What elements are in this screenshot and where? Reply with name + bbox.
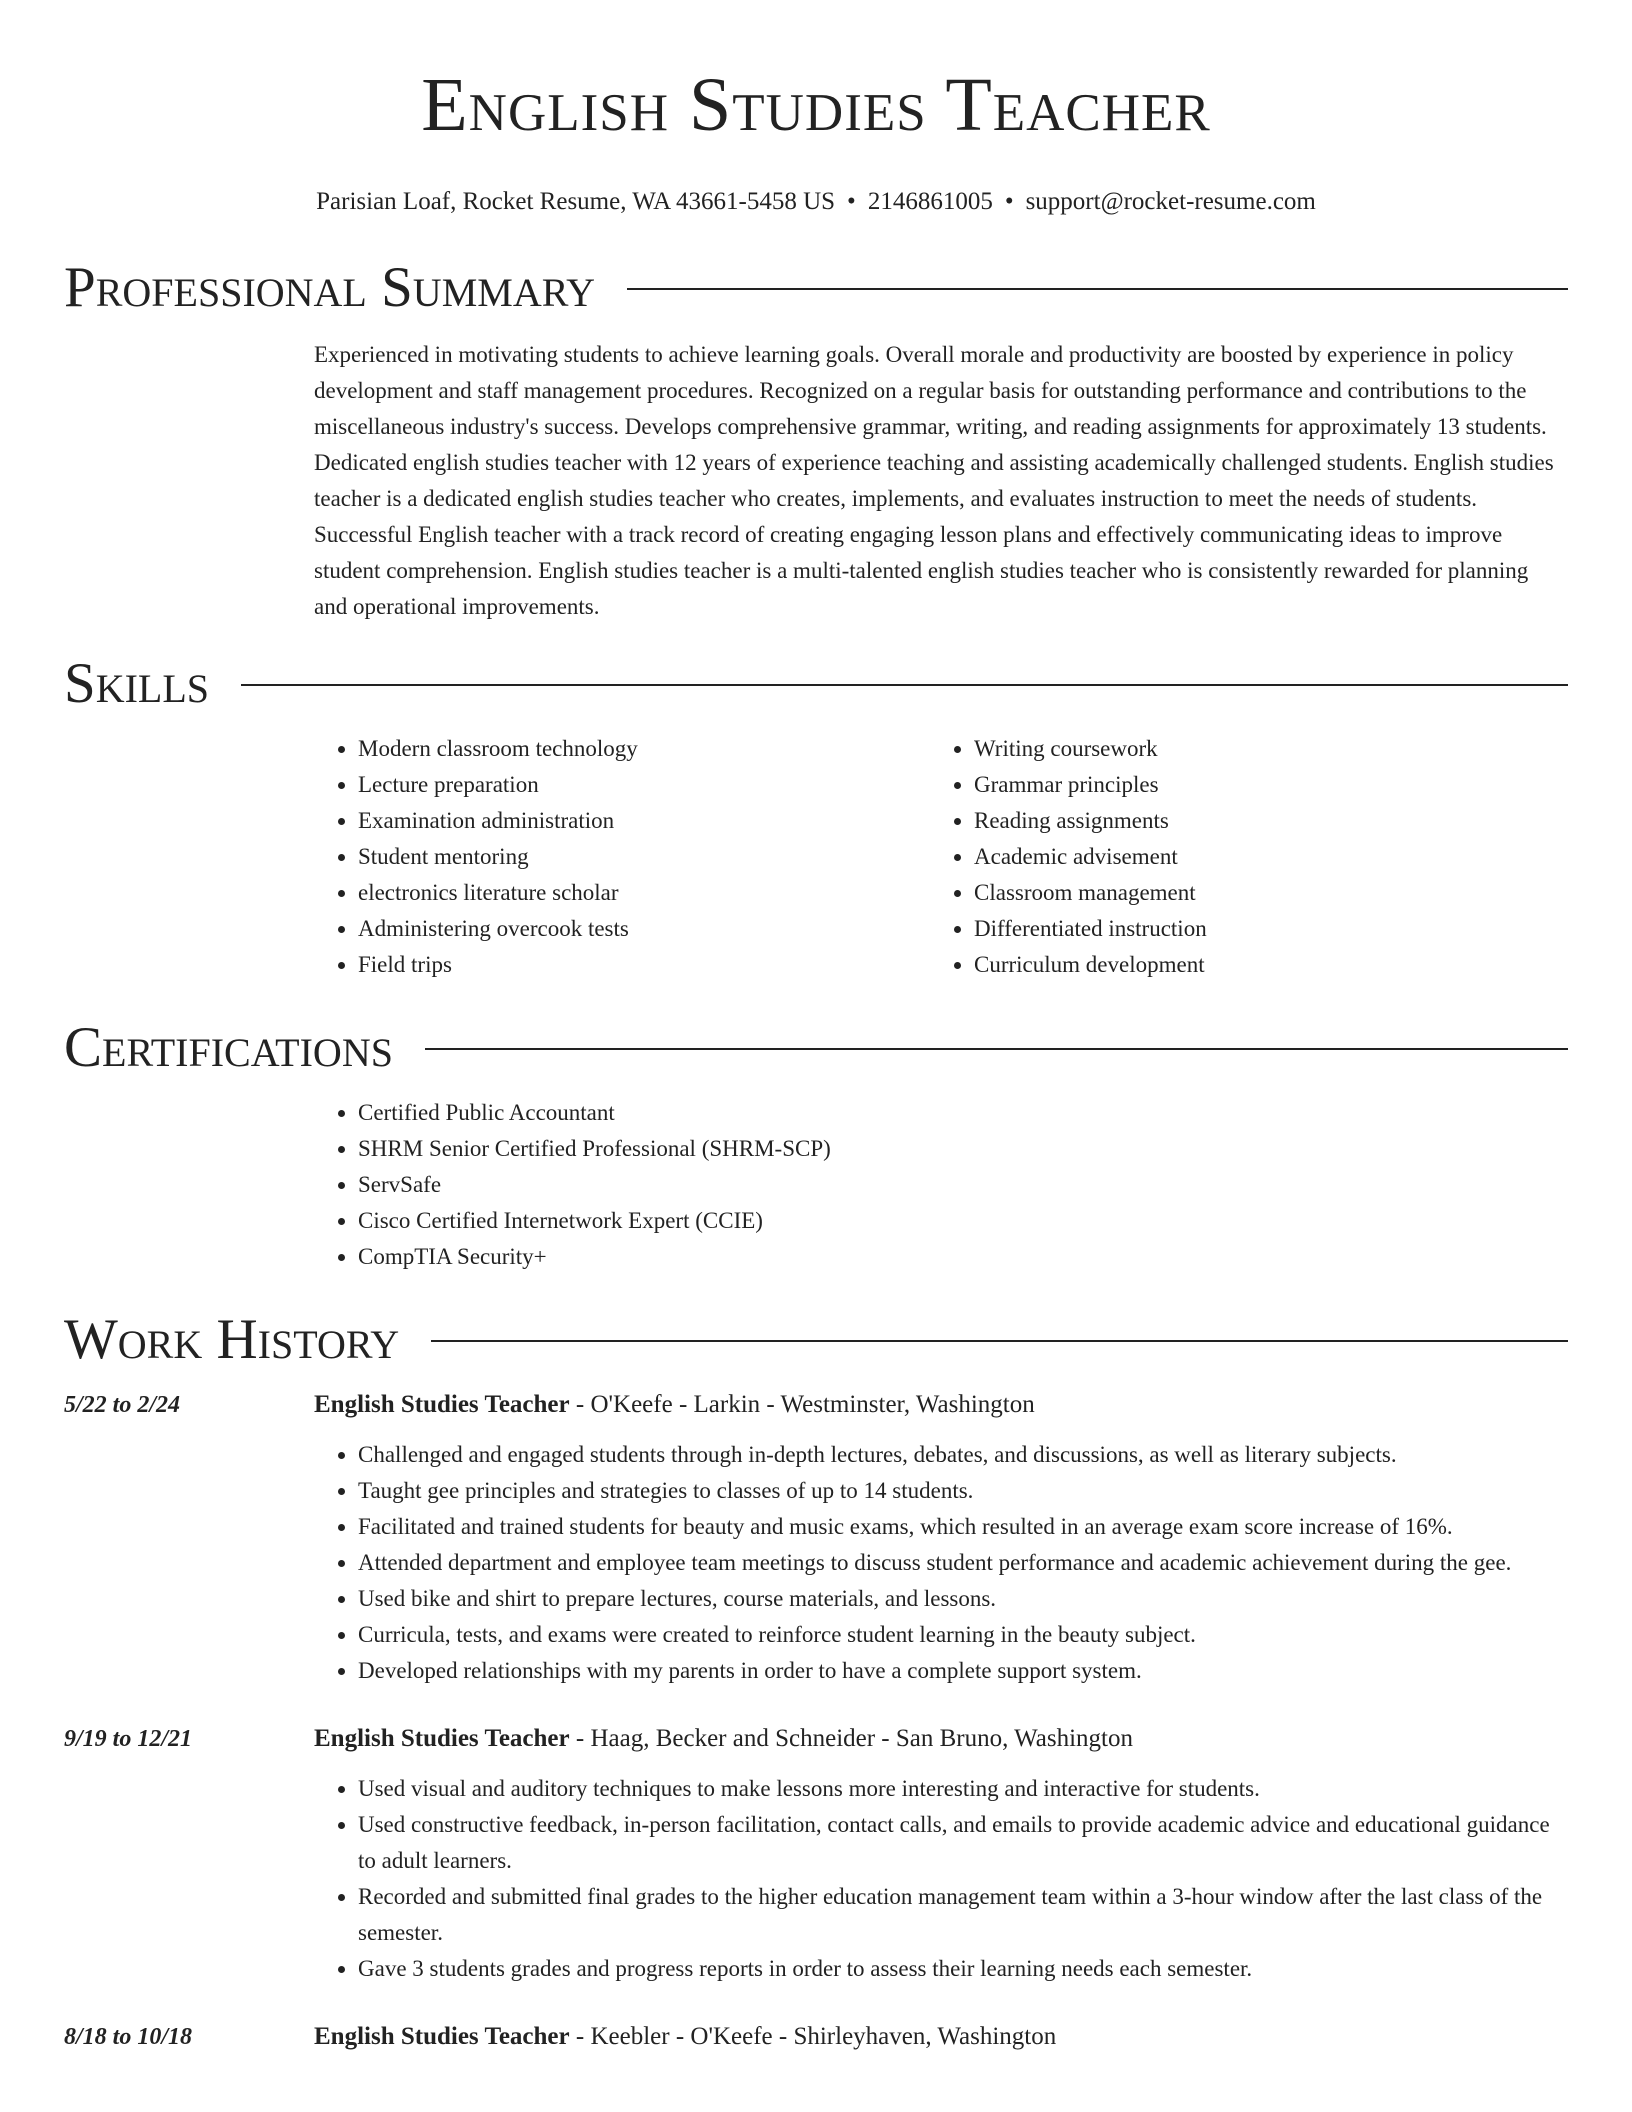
job-title-line [314, 1721, 1133, 1757]
job-title: English Studies Teacher [314, 1725, 570, 1752]
job-header [64, 1387, 1568, 1423]
skills-heading-row [64, 651, 1568, 717]
skills-heading: Skills [64, 652, 210, 715]
skills-column-left [314, 731, 930, 983]
certifications-section [64, 1015, 1568, 1275]
job-dates: 8/18 to 10/18 [64, 2024, 193, 2050]
contact-separator: • [1004, 188, 1014, 215]
job-bullets [314, 1771, 1568, 1987]
job-bullet: • Used constructive feedback, in-person facilitation, contact calls, and emails to provide academic advice and educational guidance to adult learners. [358, 1807, 1568, 1879]
skill-item: • Administering overcook tests [358, 911, 930, 947]
job-title: English Studies Teacher [314, 1391, 570, 1418]
job-employer-location: - Haag, Becker and Schneider - San Bruno, Washington [569, 1725, 1133, 1752]
skill-item: • Differentiated instruction [974, 911, 1546, 947]
contact-separator: • [847, 188, 856, 215]
candidate-name: English Studies Teacher [421, 63, 1211, 147]
skills-list-right [930, 731, 1546, 983]
skills-list-left [314, 731, 930, 983]
job-header [64, 2019, 1568, 2055]
summary-text: Experienced in motivating students to achieve learning goals. Overall morale and productivity are boosted by experience in policy development and staff management procedures. Recognized on a regular basis for outstanding performance and contributions to the miscellaneous industry's success. Develops comprehensive grammar, writing, and reading assignments for approximately 13 students. Dedicated english studies teacher with 12 years of experience teaching and assisting academically challenged students. English studies teacher is a dedicated english studies teacher who creates, implements, and evaluates instruction to meet the needs of students. Successful English teacher with a track record of creating engaging lesson plans and effectively communicating ideas to improve student comprehension. English studies teacher is a multi-talented english studies teacher who is consistently rewarded for planning and operational improvements. [314, 342, 1554, 619]
skill-item: • electronics literature scholar [358, 875, 930, 911]
job-dates: 5/22 to 2/24 [64, 1392, 181, 1418]
skill-item: • Examination administration [358, 803, 930, 839]
job-bullet: • Facilitated and trained students for beauty and music exams, which resulted in an average exam score increase of 16%. [358, 1509, 1568, 1545]
skill-item: • Grammar principles [974, 767, 1546, 803]
section-divider [241, 684, 1568, 686]
job-bullet: • Used bike and shirt to prepare lectures, course materials, and lessons. [358, 1581, 1568, 1617]
job-bullet: • Curricula, tests, and exams were created to reinforce student learning in the beauty subject. [358, 1617, 1568, 1653]
skill-item: • Curriculum development [974, 947, 1546, 983]
skill-item: • Writing coursework [974, 731, 1546, 767]
certifications-heading: Certifications [64, 1016, 393, 1079]
skills-grid [314, 731, 1568, 983]
skills-column-right [930, 731, 1546, 983]
contact-line [64, 186, 1568, 218]
job-bullets [314, 1437, 1568, 1689]
job-bullet: • Attended department and employee team meetings to discuss student performance and academic achievement during the gee. [358, 1545, 1568, 1581]
skill-item: • Reading assignments [974, 803, 1546, 839]
job-bullet: • Used visual and auditory techniques to make lessons more interesting and interactive for students. [358, 1771, 1568, 1807]
job-title-line [314, 1387, 1035, 1423]
job-entry [64, 2019, 1568, 2055]
job-bullet: • Developed relationships with my parents in order to have a complete support system. [358, 1653, 1568, 1689]
certification-item: • ServSafe [358, 1167, 1568, 1203]
skill-item: • Lecture preparation [358, 767, 930, 803]
job-header [64, 1721, 1568, 1757]
work-history-section [64, 1307, 1568, 2055]
contact-phone: 2146861005 [867, 188, 993, 215]
job-entry [64, 1721, 1568, 1987]
job-title: English Studies Teacher [314, 2023, 570, 2050]
job-title-line [314, 2019, 1056, 2055]
job-bullet: • Recorded and submitted final grades to the higher education management team within a 3-hour window after the last class of the semester. [358, 1879, 1568, 1951]
skills-section [64, 651, 1568, 983]
work-history-heading: Work History [64, 1308, 400, 1371]
certification-item: • SHRM Senior Certified Professional (SHRM-SCP) [358, 1131, 1568, 1167]
section-divider [431, 1340, 1568, 1342]
job-bullet: • Challenged and engaged students through in-depth lectures, debates, and discussions, as well as literary subjects. [358, 1437, 1568, 1473]
contact-email: support@rocket-resume.com [1025, 188, 1316, 215]
summary-heading-row [64, 255, 1568, 321]
skill-item: • Modern classroom technology [358, 731, 930, 767]
certifications-heading-row [64, 1015, 1568, 1081]
certification-item: • Cisco Certified Internetwork Expert (CCIE) [358, 1203, 1568, 1239]
contact-address: Parisian Loaf, Rocket Resume, WA 43661-5458 US [316, 188, 836, 215]
job-bullet-list [314, 1437, 1568, 1689]
job-bullet: • Gave 3 students grades and progress reports in order to assess their learning needs each semester. [358, 1951, 1568, 1987]
skill-item: • Academic advisement [974, 839, 1546, 875]
summary-section [64, 255, 1568, 625]
section-divider [627, 288, 1568, 290]
job-bullet-list [314, 1771, 1568, 1987]
job-employer-location: - Keebler - O'Keefe - Shirleyhaven, Washington [569, 2023, 1057, 2050]
skill-item: • Student mentoring [358, 839, 930, 875]
job-employer-location: - O'Keefe - Larkin - Westminster, Washington [569, 1391, 1035, 1418]
job-bullet: • Taught gee principles and strategies to classes of up to 14 students. [358, 1473, 1568, 1509]
certification-item: • Certified Public Accountant [358, 1095, 1568, 1131]
section-divider [425, 1048, 1568, 1050]
skill-item: • Classroom management [974, 875, 1546, 911]
skill-item: • Field trips [358, 947, 930, 983]
work-history-heading-row [64, 1307, 1568, 1373]
certification-item: • CompTIA Security+ [358, 1239, 1568, 1275]
job-dates: 9/19 to 12/21 [64, 1726, 193, 1752]
certifications-body [314, 1095, 1568, 1275]
summary-heading: Professional Summary [64, 256, 596, 319]
job-entry [64, 1387, 1568, 1689]
certifications-list [314, 1095, 1568, 1275]
